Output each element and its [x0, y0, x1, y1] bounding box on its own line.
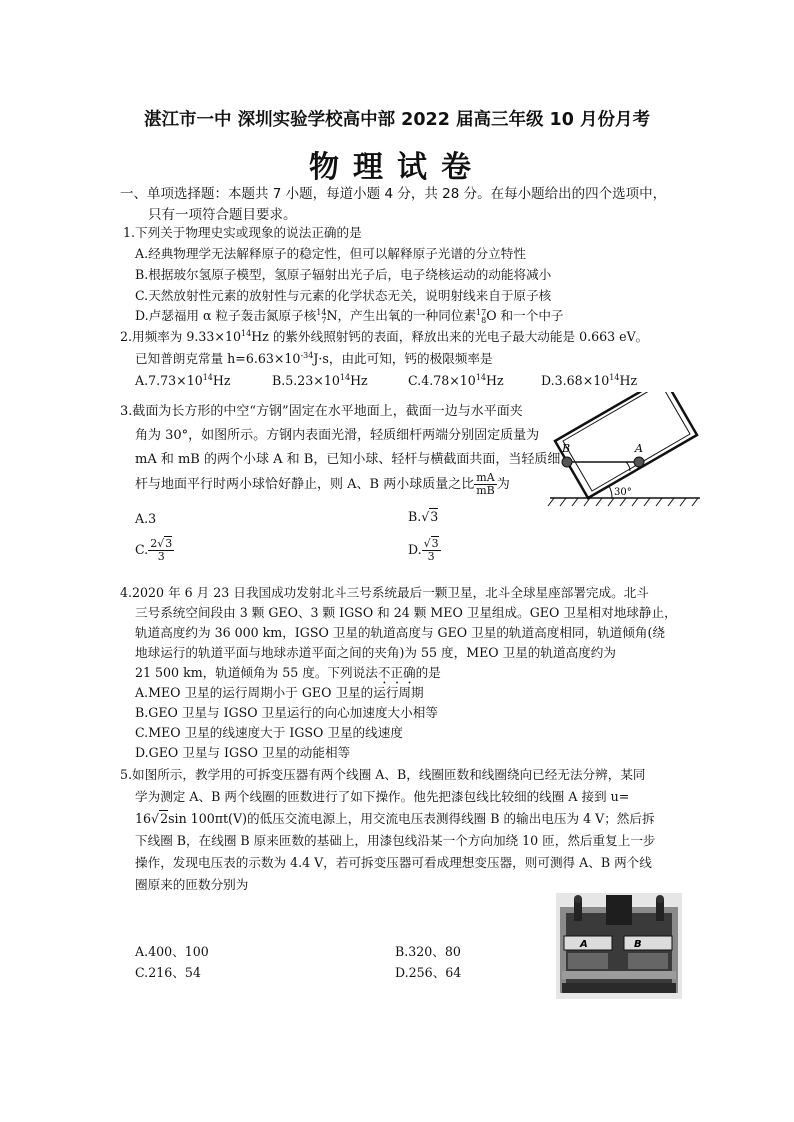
transformer-photo: [556, 893, 682, 999]
q5-option-c: C.216、54: [135, 965, 201, 980]
q5-stem-6: 圈原来的匝数分别为: [135, 877, 249, 892]
section-heading-cont: 只有一项符合题目要求。: [148, 207, 297, 223]
q1-stem: 1.下列关于物理史实或现象的说法正确的是: [123, 225, 362, 240]
label-a: A: [635, 442, 643, 455]
q5-option-a: A.400、100: [135, 944, 209, 959]
q4-option-c: C.MEO 卫星的线速度大于 IGSO 卫星的线速度: [135, 725, 403, 740]
q4-option-d: D.GEO 卫星与 IGSO 卫星的动能相等: [135, 745, 351, 760]
q1-option-c: C.天然放射性元素的放射性与元素的化学状态无关，说明射线来自于原子核: [135, 288, 552, 303]
q5-stem-1: 5.如图所示，教学用的可拆变压器有两个线圈 A、B，线圈匝数和线圈绕向已经无法分辨，某同: [120, 767, 646, 782]
exam-header: 湛江市一中 深圳实验学校高中部 2022 届高三年级 10 月份月考: [143, 110, 651, 130]
angle-arc-bottom: [609, 486, 612, 498]
q3-stem-2: 角为 30°，如图所示。方钢内表面光滑，轻质细杆两端分别固定质量为: [135, 428, 540, 443]
q1-option-d: D.卢瑟福用 α 粒子轰击氮原子核 14 7 N，产生出氧的一种同位素 17 8 O 和一个中子: [135, 307, 564, 325]
q2-stem-cont: 已知普朗克常量 $h=6.63\times 10^{-34}J\cdot s$，由此可知，钙的极限频率是: [135, 350, 493, 366]
square-steel-figure: [540, 392, 710, 510]
q3-stem-1: 3.截面为长方形的中空“方钢”固定在水平地面上，截面一边与水平面夹: [120, 404, 523, 419]
q3-stem-3: mA 和 mB 的两个小球 A 和 B，已知小球、轻杆与横截面共面，当轻质细: [135, 452, 561, 467]
q2-option-a: $A.7.73\times 10^{14}Hz$: [135, 372, 231, 388]
q4-option-b: B.GEO 卫星与 IGSO 卫星运行的向心加速度大小相等: [135, 705, 438, 720]
label-angle: 30°: [614, 487, 632, 498]
coil-label-a: A: [580, 939, 588, 950]
q2-option-c: $C.4.78\times 10^{14}Hz$: [408, 372, 504, 388]
q3-stem-4: 杆与地面平行时两小球恰好静止，则 A、B 两小球质量之比 $\frac{mA}{mB}$ 为: [135, 471, 510, 497]
steel-frame: [555, 392, 697, 498]
q5-option-d: D.256、64: [395, 965, 462, 980]
q4-option-a: A.MEO 卫星的运行周期小于 GEO 卫星的运行周期: [135, 685, 424, 700]
ball-a: [634, 457, 644, 467]
label-b: B: [562, 442, 571, 455]
q4-stem-2: 三号系统空间段由 3 颗 GEO、3 颗 IGSO 和 24 颗 MEO 卫星组成。GEO 卫星相对地球静止，: [135, 605, 677, 620]
ball-b: [562, 457, 572, 467]
q2-option-d: $D.3.68\times 10^{14}Hz$: [541, 372, 638, 388]
ground: [548, 498, 700, 506]
q5-stem-4: 下线圈 B，在线圈 B 原来匝数的基础上，用漆包线沿某一个方向加绕 10 匝，然后重复上一步: [135, 833, 656, 848]
section-heading: 一、单项选择题：本题共 7 小题，每道小题 4 分，共 28 分。在每小题给出的四个选项中，: [120, 186, 667, 202]
q4-stem-1: 4.2020 年 6 月 23 日我国成功发射北斗三号系统最后一颗卫星，北斗全球星座部署完成。北斗: [120, 585, 649, 600]
q3-option-c: C. $\frac{2√3}{3}$: [135, 537, 173, 563]
q3-option-d: D. $\frac{√3}{3}$: [408, 537, 439, 563]
q4-stem-5: 21 500 km，轨道倾角为 55 度。下列说法不正确的是: [135, 665, 441, 680]
q1-option-b: B.根据玻尔氢原子模型，氢原子辐射出光子后，电子绕核运动的动能将减小: [135, 267, 552, 282]
q2-option-b: $B.5.23\times 10^{14}Hz$: [272, 372, 368, 388]
q5-stem-5: 操作，发现电压表的示数为 4.4 V，若可拆变压器可看成理想变压器，则可测得 A、B 两个线: [135, 855, 652, 870]
q4-stem-4: 地球运行的轨道平面与地球赤道平面之间的夹角)为 55 度，MEO 卫星的轨道高度约为: [135, 645, 616, 660]
q5-stem-2: 学为测定 A、B 两个线圈的匝数进行了如下操作。他先把漆包线比较细的线圈 A 接到 u=: [135, 789, 630, 804]
coil-label-b: B: [634, 939, 642, 950]
page-title: 物理试卷: [309, 150, 485, 185]
q1-option-a: A.经典物理学无法解释原子的稳定性，但可以解释原子光谱的分立特性: [135, 246, 526, 261]
q3-option-a: A.3: [135, 511, 157, 526]
q5-option-b: B.320、80: [395, 944, 461, 959]
q2-stem: 2.用频率为 $9.33\times 10^{14}Hz$ 的紫外线照射钙的表面，释放出来的光电子最大动能是 0.663 eV。: [120, 328, 649, 344]
q5-stem-3: 16√2sin 100πt(V)的低压交流电源上，用交流电压表测得线圈 B 的输出电压为 4 V；然后拆: [135, 811, 655, 826]
q3-option-b: B.√3: [408, 509, 439, 524]
q4-stem-3: 轨道高度约为 36 000 km，IGSO 卫星的轨道高度与 GEO 卫星的轨道高度相同，轨道倾角(绕: [135, 625, 665, 640]
